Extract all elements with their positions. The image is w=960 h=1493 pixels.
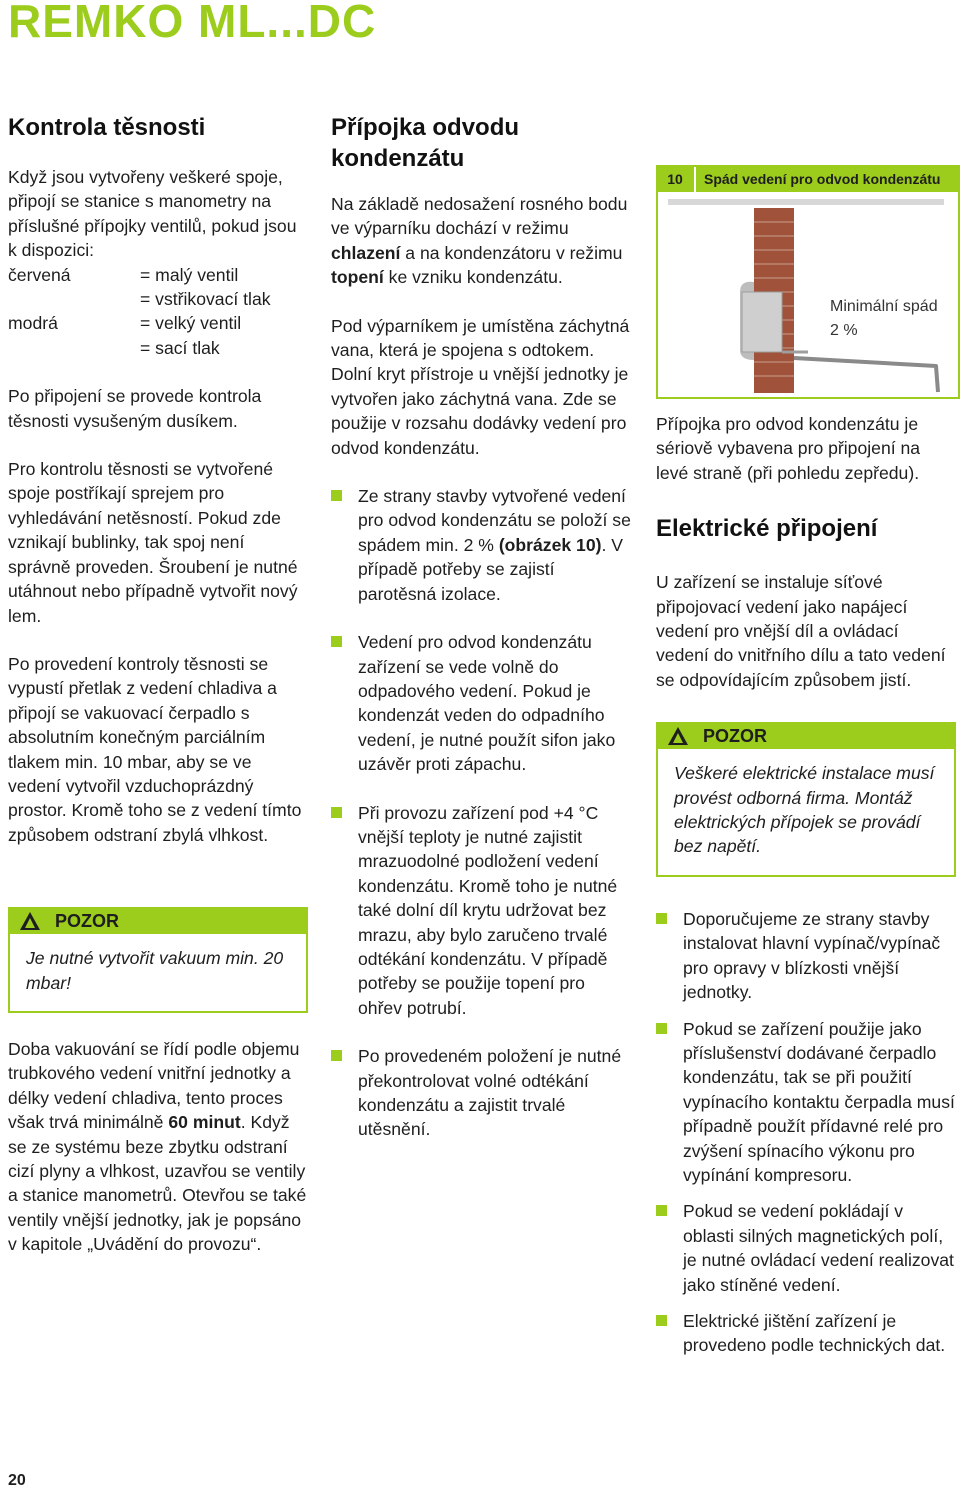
valve-color-value: = malý ventil bbox=[140, 264, 239, 285]
emphasis: topení bbox=[331, 267, 384, 288]
emphasis: chlazení bbox=[331, 242, 401, 263]
warning-title: POZOR bbox=[703, 726, 768, 747]
paragraph: Doba vakuování se řídí podle objemu trubkového vedení vnitřní jednotky a délky vedení chladiva, tento proces však trvá minimálně 60 minut. Když se ze systému beze zbytku odstraní cizí plyny a vlhkost, uzavřou se ventily a stanice manometrů. Otevřou se také ventily vnější jednotky, jak je popsáno v kapitole „Uvádění do provozu“. bbox=[8, 1038, 307, 1255]
warning-header bbox=[658, 724, 954, 749]
paragraph: U zařízení se instaluje síťové připojovací vedení jako napájecí vedení pro vnější díl a ovládací vedení do vnitřního dílu a tato vedení se odpovídajícím způsobem jistí. bbox=[656, 572, 946, 690]
valve-color-value: = velký ventil bbox=[140, 313, 242, 334]
bullet-icon bbox=[331, 807, 342, 818]
bullet-list bbox=[656, 907, 956, 1358]
figure-condensate-slope bbox=[656, 165, 960, 399]
paragraph: Dolní kryt přístroje u vnější jednotky je vytvořen jako záchytná vana. Zde se použije v rozsahu dodávky vedení pro odvod kondenzátu. bbox=[331, 364, 629, 458]
emphasis: 60 minut bbox=[168, 1112, 241, 1133]
emphasis: (obrázek 10) bbox=[498, 534, 602, 555]
valve-color-value: = vstřikovací tlak bbox=[140, 289, 271, 310]
outdoor-unit bbox=[742, 292, 782, 352]
column-right bbox=[656, 412, 956, 1382]
bullet-icon bbox=[656, 1315, 667, 1326]
list-item: Vedení pro odvod kondenzátu zařízení se vede volně do odpadového vedení. Pokud je kondenzát veden do odpadního vedení, je nutné použít sifon jako uzávěr proti zápachu. bbox=[331, 630, 631, 776]
bullet-icon bbox=[656, 913, 667, 924]
bullet-icon bbox=[331, 636, 342, 647]
section-heading-electrical: Elektrické připojení bbox=[656, 515, 878, 543]
figure-header bbox=[658, 167, 958, 192]
paragraph: Po připojení se provede kontrola těsnosti vysušeným dusíkem. bbox=[8, 386, 262, 431]
valve-color-label: červená bbox=[8, 264, 71, 285]
bullet-icon bbox=[331, 1050, 342, 1061]
paragraph: Přípojka pro odvod kondenzátu je sériově vybavena pro připojení na levé straně (při pohledu zepředu). bbox=[656, 414, 921, 483]
valve-color-table bbox=[8, 263, 308, 361]
list-item: Po provedeném položení je nutné překontrolovat volné odtékání kondenzátu a zajistit trvalé utěsnění. bbox=[331, 1044, 631, 1142]
valve-color-label bbox=[8, 336, 140, 360]
document-header: REMKO ML...DC bbox=[8, 0, 377, 47]
column-middle bbox=[331, 112, 631, 1166]
list-item: Pokud se vedení pokládají v oblasti silných magnetických polí, je nutné ovládací vedení realizovat jako stíněné vedení. bbox=[656, 1199, 956, 1297]
list-item: Pokud se zařízení použije jako příslušenství dodávané čerpadlo kondenzátu, tak se při použití vypínacího kontaktu čerpadla musí případně použít přídavné relé pro zvýšení spínacího výkonu pro vypínání kompresoru. bbox=[656, 1017, 956, 1188]
paragraph: Pod výparníkem je umístěna záchytná vana, která je spojena s odtokem. bbox=[331, 315, 630, 361]
bullet-icon bbox=[656, 1205, 667, 1216]
valve-color-label bbox=[8, 287, 140, 311]
column-left bbox=[8, 112, 308, 1281]
bullet-list bbox=[331, 484, 631, 1142]
warning-header bbox=[10, 909, 306, 934]
warning-text: Veškeré elektrické instalace musí provést odborná firma. Montáž elektrických přípojek se provádí bez napětí. bbox=[674, 763, 935, 857]
figure-label: 2 % bbox=[830, 322, 858, 339]
list-item: Elektrické jištění zařízení je provedeno podle technických dat. bbox=[656, 1309, 956, 1358]
paragraph: Když jsou vytvořeny veškeré spoje, připojí se stanice s manometry na příslušné přípojky ventilů, pokud jsou k dispozici: bbox=[8, 167, 297, 261]
paragraph: Po provedení kontroly těsnosti se vypustí přetlak z vedení chladiva a připojí se vakuovací čerpadlo s absolutním konečným parciálním tlakem min. 10 mbar, aby se ve vedení vytvořil vzduchoprázdný prostor. Kromě toho se z vedení tímto způsobem odstraní zbylá vlhkost. bbox=[8, 653, 302, 845]
warning-text: Je nutné vytvořit vakuum min. 20 mbar! bbox=[26, 948, 284, 993]
warning-box bbox=[656, 722, 956, 877]
list-item: Doporučujeme ze strany stavby instalovat hlavní vypínač/vypínač pro opravy v blízkosti vnější jednotky. bbox=[656, 907, 956, 1005]
section-heading-leak-test: Kontrola těsnosti bbox=[8, 114, 206, 141]
ceiling-strip bbox=[668, 199, 944, 205]
condensate-slope-illustration bbox=[658, 192, 954, 393]
figure-label: Minimální spád bbox=[830, 298, 938, 315]
paragraph: Na základě nedosažení rosného bodu ve výparníku dochází v režimu chlazení a na kondenzátoru v režimu topení ke vzniku kondenzátu. bbox=[331, 194, 628, 288]
page-number: 20 bbox=[8, 1472, 26, 1489]
paragraph: Pro kontrolu těsnosti se vytvořené spoje postříkají sprejem pro vyhledávání netěsností. Pokud zde vznikají bublinky, tak spoj není správně proveden. Šroubení je nutné utáhnout nebo případně vytvořit nový lem. bbox=[8, 459, 298, 626]
bullet-icon bbox=[331, 490, 342, 501]
valve-color-value: = sací tlak bbox=[140, 337, 220, 358]
warning-title: POZOR bbox=[55, 911, 120, 932]
warning-box bbox=[8, 907, 308, 1013]
valve-color-label: modrá bbox=[8, 313, 58, 334]
condensate-pipe bbox=[794, 358, 938, 392]
bullet-icon bbox=[656, 1023, 667, 1034]
section-heading-condensate: Přípojka odvodu kondenzátu bbox=[331, 114, 520, 172]
figure-number: 10 bbox=[667, 171, 683, 187]
figure-title: Spád vedení pro odvod kondenzátu bbox=[704, 171, 941, 187]
list-item: Při provozu zařízení pod +4 °C vnější teploty je nutné zajistit mrazuodolné podložení vedení kondenzátu. Kromě toho je nutné také dolní díl krytu udržovat bez mrazu, aby bylo zaručeno trvalé odtékání kondenzátu. V případě potřeby se použije topení pro ohřev potrubí. bbox=[331, 801, 631, 1021]
list-item: Ze strany stavby vytvořené vedení pro odvod kondenzátu se položí se spádem min. 2 % (obrázek 10). V případě potřeby se zajistí parotěsná izolace. bbox=[331, 484, 631, 606]
